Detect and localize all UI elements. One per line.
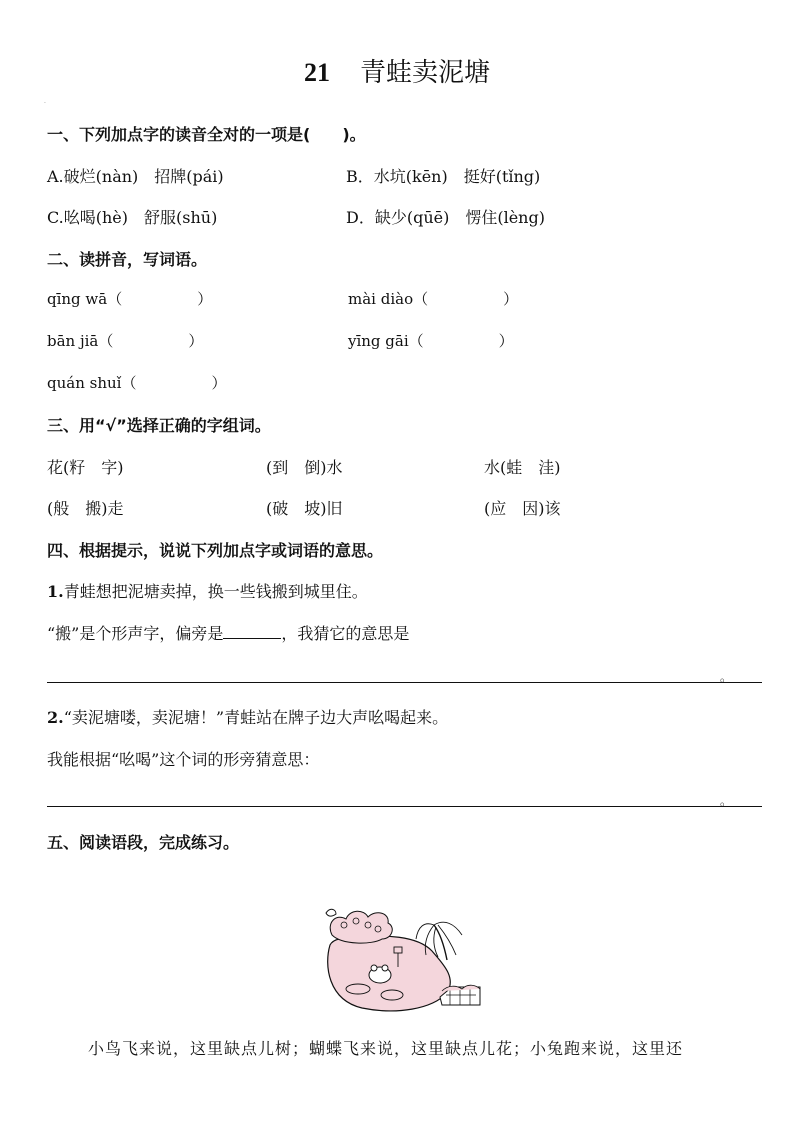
answer-line-2[interactable] <box>47 806 762 807</box>
q3-item-yinggai: (应 因)该 <box>484 499 561 518</box>
q4-item2-number: 2. <box>47 708 64 727</box>
q3-item-banzou: (般 搬)走 <box>47 499 124 518</box>
answer-line-1[interactable] <box>47 682 762 683</box>
q3-item-daoshui: (到 倒)水 <box>266 458 343 477</box>
q4-item1-sentence <box>47 579 368 602</box>
corner-mark: . <box>44 98 46 105</box>
q3-item-pojiu: (破 坡)旧 <box>266 499 343 518</box>
q2-item-qingwa: qīng wā（ ） <box>47 290 213 308</box>
q4-item1-prompt <box>47 621 409 644</box>
q4-item2-prompt: 我能根据“吆喝”这个词的形旁猜意思： <box>47 750 320 769</box>
q3-item-huazi: 花(籽 字) <box>47 458 124 477</box>
frog-pond-illustration <box>322 905 482 1023</box>
q1-option-b: B．水坑(kēn) 挺好(tǐng) <box>346 167 541 186</box>
q4-item1-prompt-b: ，我猜它的意思是 <box>281 624 410 643</box>
q1-option-a: A.破烂(nàn) 招牌(pái) <box>47 167 224 186</box>
q2-item-yinggai: yīng gāi（ ） <box>348 332 514 350</box>
lesson-title: 青蛙卖泥塘 <box>359 58 490 88</box>
q1-option-d: D．缺少(qūē) 愣住(lèng) <box>346 208 545 227</box>
q4-item1-text: 青蛙想把泥塘卖掉，换一些钱搬到城里住。 <box>63 582 368 601</box>
q4-item2-text: “卖泥塘喽，卖泥塘！”青蛙站在牌子边大声吆喝起来。 <box>63 708 449 727</box>
q2-item-maidiao: mài diào（ ） <box>348 290 519 308</box>
q5-heading: 五、阅读语段，完成练习。 <box>47 833 240 852</box>
lesson-number: 21 <box>303 58 330 87</box>
q1-heading: 一、下列加点字的读音全对的一项是( )。 <box>47 125 366 144</box>
q2-item-banjia: bān jiā（ ） <box>47 332 204 350</box>
q3-heading: 三、用“√”选择正确的字组词。 <box>47 416 271 435</box>
answer-period-2: 。 <box>720 794 733 808</box>
q4-item2-sentence <box>47 705 448 728</box>
q1-option-c: C.吆喝(hè) 舒服(shū) <box>47 208 218 227</box>
page-title <box>0 52 794 89</box>
q4-heading: 四、根据提示，说说下列加点字或词语的意思。 <box>47 541 384 560</box>
reading-paragraph: 小鸟飞来说，这里缺点儿树；蝴蝶飞来说，这里缺点儿花；小兔跑来说，这里还 <box>88 1039 684 1058</box>
q2-item-quanshui: quán shuǐ（ ） <box>47 374 227 392</box>
q3-item-shuiwa: 水(蛙 洼) <box>484 458 561 477</box>
answer-period-1: 。 <box>720 670 733 684</box>
q2-heading: 二、读拼音，写词语。 <box>47 250 208 269</box>
q4-item1-prompt-a: “搬”是个形声字，偏旁是 <box>47 624 224 643</box>
radical-blank[interactable] <box>223 624 281 639</box>
q4-item1-number: 1. <box>47 582 64 601</box>
